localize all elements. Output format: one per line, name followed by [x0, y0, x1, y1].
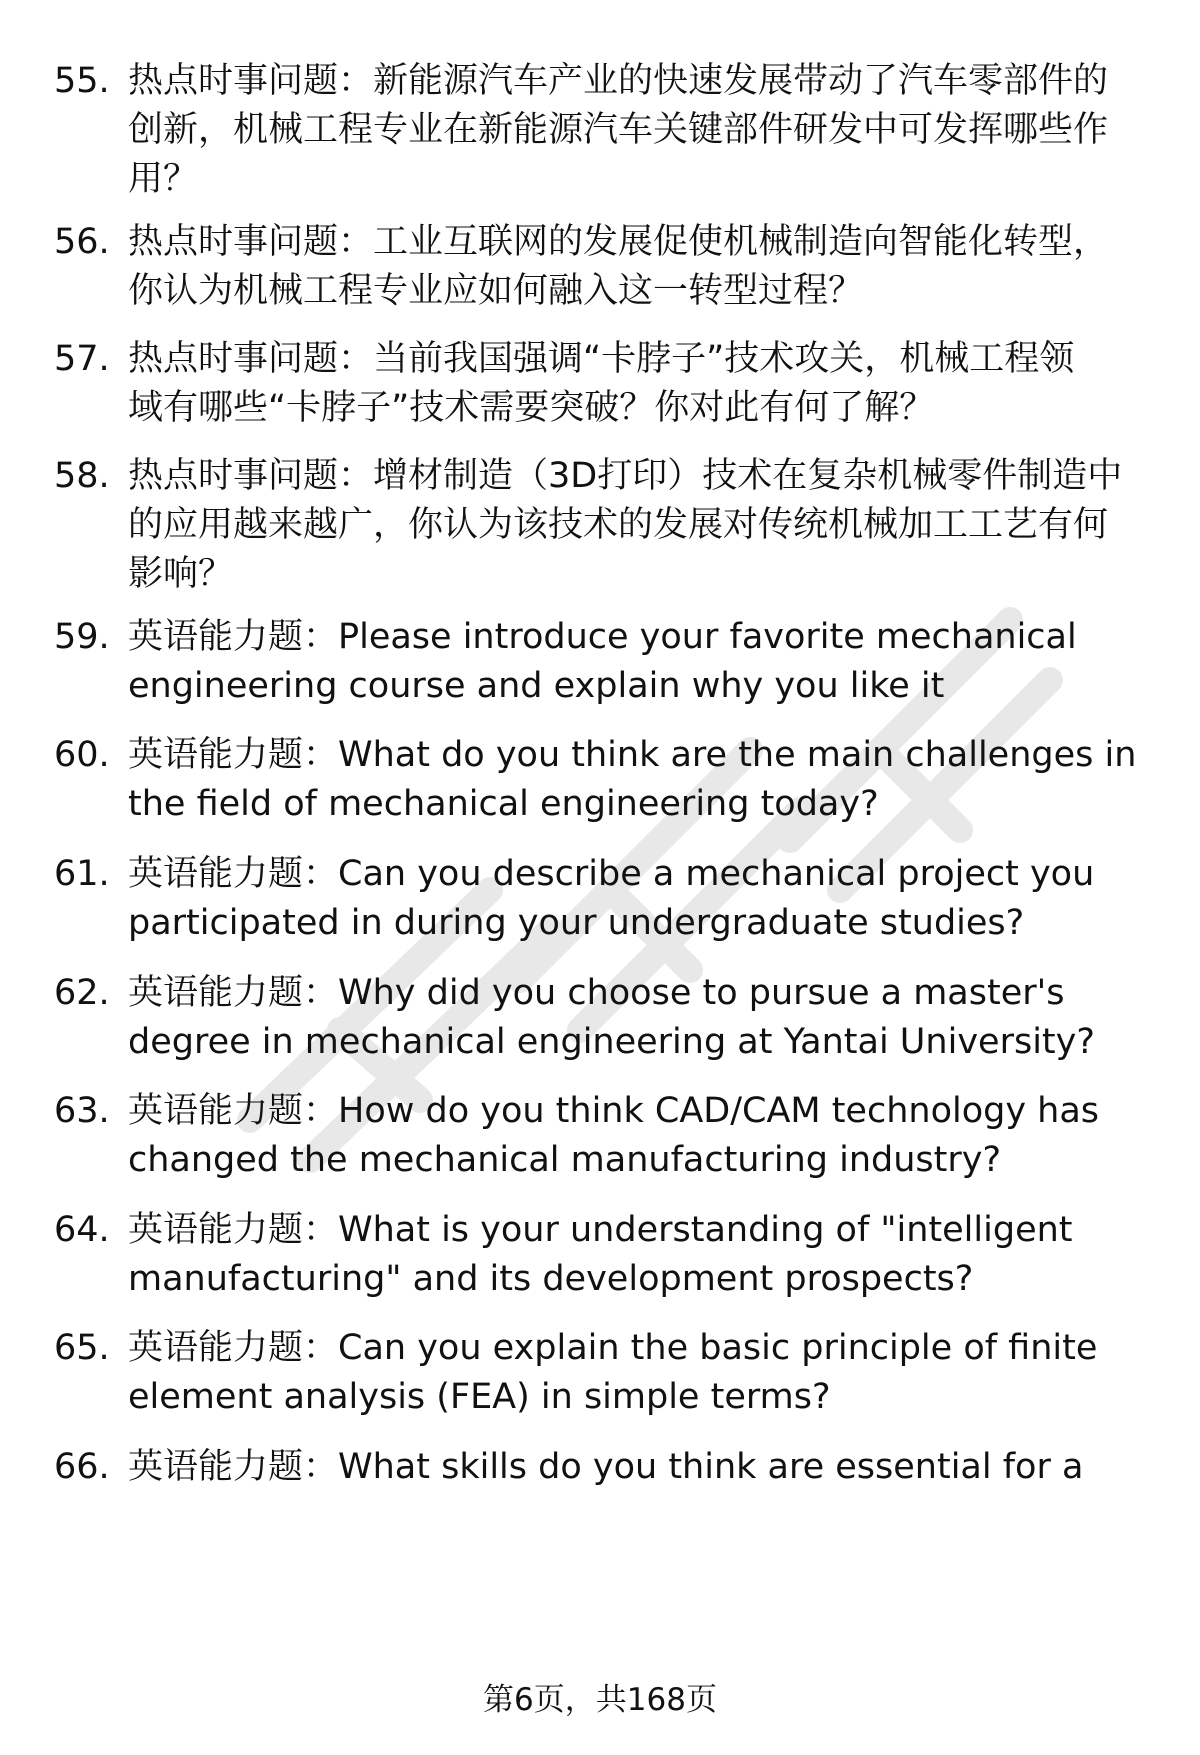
question-text — [128, 1087, 1158, 1185]
question-text-line: 影响？ — [128, 554, 234, 594]
question-text — [128, 335, 1158, 433]
question-text — [128, 57, 1158, 204]
question-text-line: participated in during your undergraduate studies? — [128, 903, 1025, 943]
question-number: 60. — [54, 735, 110, 775]
question-number: 63. — [54, 1091, 110, 1131]
question-number: 55. — [54, 61, 110, 101]
question-number: 66. — [54, 1447, 110, 1487]
question-text — [128, 613, 1158, 711]
question-number: 56. — [54, 222, 110, 262]
question-text — [128, 969, 1158, 1067]
question-text-line: 热点时事问题：当前我国强调“卡脖子”技术攻关，机械工程领 — [128, 339, 1075, 379]
question-text — [128, 218, 1158, 316]
question-number: 61. — [54, 854, 110, 894]
question-text-line: 英语能力题：What skills do you think are essential for a — [128, 1447, 1084, 1487]
question-text-line: 热点时事问题：工业互联网的发展促使机械制造向智能化转型， — [128, 222, 1109, 262]
question-text-line: degree in mechanical engineering at Yantai University? — [128, 1022, 1095, 1062]
question-text-line: 英语能力题：What is your understanding of "intelligent — [128, 1210, 1073, 1250]
question-text-line: 英语能力题：Please introduce your favorite mechanical — [128, 617, 1077, 657]
question-text-line: 域有哪些“卡脖子”技术需要突破？你对此有何了解？ — [128, 388, 935, 428]
question-text-line: 热点时事问题：增材制造（3D打印）技术在复杂机械零件制造中 — [128, 456, 1123, 496]
question-number: 64. — [54, 1210, 110, 1250]
question-number: 62. — [54, 973, 110, 1013]
question-number: 58. — [54, 456, 110, 496]
question-text-line: 你认为机械工程专业应如何融入这一转型过程？ — [128, 271, 864, 311]
question-text — [128, 1443, 1158, 1492]
question-text — [128, 1206, 1158, 1304]
question-text — [128, 850, 1158, 948]
question-text-line: 英语能力题：Can you describe a mechanical project you — [128, 854, 1095, 894]
question-text-line: 英语能力题：What do you think are the main challenges in — [128, 735, 1137, 775]
question-text-line: 创新，机械工程专业在新能源汽车关键部件研发中可发挥哪些作 — [128, 110, 1109, 150]
question-text — [128, 731, 1158, 829]
question-text-line: 用？ — [128, 159, 199, 199]
question-number: 57. — [54, 339, 110, 379]
question-number: 59. — [54, 617, 110, 657]
question-text — [128, 1324, 1158, 1422]
question-text-line: the field of mechanical engineering today? — [128, 784, 879, 824]
question-text-line: 英语能力题：Can you explain the basic principle of finite — [128, 1328, 1098, 1368]
question-text-line: 英语能力题：Why did you choose to pursue a master's — [128, 973, 1065, 1013]
question-text-line: 的应用越来越广，你认为该技术的发展对传统机械加工工艺有何 — [128, 505, 1109, 545]
question-text-line: manufacturing" and its development prospects? — [128, 1259, 974, 1299]
question-text-line: changed the mechanical manufacturing industry? — [128, 1140, 1002, 1180]
question-text-line: engineering course and explain why you like it — [128, 666, 945, 706]
question-text-line: element analysis (FEA) in simple terms? — [128, 1377, 831, 1417]
question-text-line: 热点时事问题：新能源汽车产业的快速发展带动了汽车零部件的 — [128, 61, 1109, 101]
question-text — [128, 452, 1158, 599]
page-footer: 第6页，共168页 — [483, 1682, 717, 1718]
question-number: 65. — [54, 1328, 110, 1368]
question-text-line: 英语能力题：How do you think CAD/CAM technology has — [128, 1091, 1100, 1131]
